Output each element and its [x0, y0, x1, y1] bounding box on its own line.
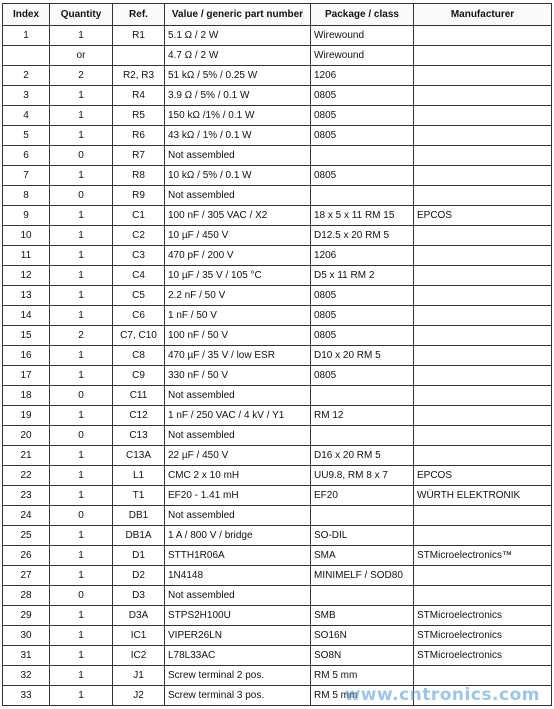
cell-package: SMB: [311, 606, 414, 626]
cell-manufacturer: EPCOS: [414, 206, 552, 226]
cell-quantity: 0: [50, 426, 113, 446]
cell-ref: DB1: [113, 506, 165, 526]
cell-manufacturer: [414, 446, 552, 466]
cell-package: [311, 146, 414, 166]
table-row: [3, 206, 552, 226]
cell-value: 1 nF / 50 V: [165, 306, 311, 326]
cell-package: D5 x 11 RM 2: [311, 266, 414, 286]
cell-ref: [113, 46, 165, 66]
cell-ref: DB1A: [113, 526, 165, 546]
table-row: [3, 626, 552, 646]
table-row: [3, 586, 552, 606]
cell-index: 4: [3, 106, 50, 126]
cell-value: 10 µF / 35 V / 105 °C: [165, 266, 311, 286]
table-row: [3, 146, 552, 166]
cell-index: 10: [3, 226, 50, 246]
cell-index: 8: [3, 186, 50, 206]
cell-index: 24: [3, 506, 50, 526]
cell-value: Not assembled: [165, 506, 311, 526]
cell-index: 17: [3, 366, 50, 386]
cell-manufacturer: [414, 426, 552, 446]
cell-package: RM 5 mm: [311, 666, 414, 686]
table-row: [3, 306, 552, 326]
cell-quantity: 0: [50, 506, 113, 526]
cell-manufacturer: [414, 286, 552, 306]
cell-ref: J1: [113, 666, 165, 686]
cell-quantity: 1: [50, 86, 113, 106]
cell-index: 5: [3, 126, 50, 146]
cell-value: 4.7 Ω / 2 W: [165, 46, 311, 66]
header-index: Index: [3, 4, 50, 26]
header-package: Package / class: [311, 4, 414, 26]
cell-manufacturer: [414, 246, 552, 266]
cell-manufacturer: WÜRTH ELEKTRONIK: [414, 486, 552, 506]
cell-index: 28: [3, 586, 50, 606]
cell-index: 21: [3, 446, 50, 466]
cell-value: 10 kΩ / 5% / 0.1 W: [165, 166, 311, 186]
cell-manufacturer: [414, 526, 552, 546]
cell-ref: C9: [113, 366, 165, 386]
cell-index: 19: [3, 406, 50, 426]
cell-quantity: 0: [50, 386, 113, 406]
cell-package: 0805: [311, 286, 414, 306]
cell-value: STTH1R06A: [165, 546, 311, 566]
cell-manufacturer: [414, 366, 552, 386]
cell-index: 18: [3, 386, 50, 406]
cell-package: [311, 186, 414, 206]
table-row: [3, 566, 552, 586]
cell-package: 0805: [311, 306, 414, 326]
cell-value: 330 nF / 50 V: [165, 366, 311, 386]
cell-manufacturer: STMicroelectronics: [414, 606, 552, 626]
cell-package: EF20: [311, 486, 414, 506]
cell-package: Wirewound: [311, 46, 414, 66]
cell-value: Not assembled: [165, 146, 311, 166]
cell-manufacturer: [414, 306, 552, 326]
cell-manufacturer: [414, 566, 552, 586]
cell-index: 2: [3, 66, 50, 86]
cell-quantity: 1: [50, 626, 113, 646]
table-row: [3, 546, 552, 566]
cell-package: UU9.8, RM 8 x 7: [311, 466, 414, 486]
cell-package: [311, 506, 414, 526]
cell-value: STPS2H100U: [165, 606, 311, 626]
cell-ref: L1: [113, 466, 165, 486]
cell-ref: C5: [113, 286, 165, 306]
cell-ref: C13: [113, 426, 165, 446]
cell-ref: C4: [113, 266, 165, 286]
cell-quantity: 1: [50, 666, 113, 686]
cell-quantity: 1: [50, 646, 113, 666]
cell-quantity: 1: [50, 526, 113, 546]
cell-quantity: 1: [50, 126, 113, 146]
header-value: Value / generic part number: [165, 4, 311, 26]
table-row: [3, 126, 552, 146]
table-row: [3, 606, 552, 626]
table-row: [3, 346, 552, 366]
table-row: [3, 366, 552, 386]
table-row: [3, 26, 552, 46]
cell-value: Not assembled: [165, 386, 311, 406]
cell-manufacturer: EPCOS: [414, 466, 552, 486]
cell-package: 0805: [311, 126, 414, 146]
cell-package: 0805: [311, 166, 414, 186]
cell-ref: IC1: [113, 626, 165, 646]
cell-value: 470 µF / 35 V / low ESR: [165, 346, 311, 366]
table-row: [3, 386, 552, 406]
table-row: [3, 406, 552, 426]
cell-value: Screw terminal 3 pos.: [165, 686, 311, 706]
cell-quantity: 1: [50, 566, 113, 586]
cell-manufacturer: [414, 166, 552, 186]
table-row: [3, 446, 552, 466]
cell-index: 26: [3, 546, 50, 566]
cell-manufacturer: [414, 326, 552, 346]
cell-index: 11: [3, 246, 50, 266]
cell-quantity: 2: [50, 326, 113, 346]
cell-ref: R8: [113, 166, 165, 186]
cell-ref: R5: [113, 106, 165, 126]
cell-value: 100 nF / 50 V: [165, 326, 311, 346]
cell-index: 3: [3, 86, 50, 106]
cell-manufacturer: [414, 266, 552, 286]
cell-ref: C2: [113, 226, 165, 246]
table-row: [3, 666, 552, 686]
cell-package: SO8N: [311, 646, 414, 666]
cell-package: 0805: [311, 86, 414, 106]
cell-package: [311, 586, 414, 606]
table-row: [3, 486, 552, 506]
header-row: [3, 4, 552, 26]
cell-manufacturer: [414, 386, 552, 406]
table-row: [3, 106, 552, 126]
cell-ref: IC2: [113, 646, 165, 666]
table-row: [3, 646, 552, 666]
cell-package: D16 x 20 RM 5: [311, 446, 414, 466]
cell-quantity: 0: [50, 586, 113, 606]
header-ref: Ref.: [113, 4, 165, 26]
cell-value: 100 nF / 305 VAC / X2: [165, 206, 311, 226]
cell-quantity: 1: [50, 26, 113, 46]
cell-quantity: 1: [50, 366, 113, 386]
cell-quantity: 0: [50, 186, 113, 206]
table-row: [3, 246, 552, 266]
cell-manufacturer: [414, 186, 552, 206]
cell-quantity: 1: [50, 466, 113, 486]
table-row: [3, 46, 552, 66]
cell-value: Not assembled: [165, 186, 311, 206]
cell-value: 22 µF / 450 V: [165, 446, 311, 466]
cell-ref: R4: [113, 86, 165, 106]
bom-table: [2, 3, 552, 706]
cell-value: 3.9 Ω / 5% / 0.1 W: [165, 86, 311, 106]
cell-value: 470 pF / 200 V: [165, 246, 311, 266]
cell-ref: R9: [113, 186, 165, 206]
cell-quantity: 1: [50, 486, 113, 506]
cell-index: 25: [3, 526, 50, 546]
cell-index: 23: [3, 486, 50, 506]
cell-package: RM 5 mm: [311, 686, 414, 706]
cell-index: [3, 46, 50, 66]
cell-ref: C11: [113, 386, 165, 406]
table-row: [3, 186, 552, 206]
cell-manufacturer: [414, 406, 552, 426]
cell-value: 1 nF / 250 VAC / 4 kV / Y1: [165, 406, 311, 426]
table-header: [3, 4, 552, 26]
table-row: [3, 266, 552, 286]
cell-quantity: 0: [50, 146, 113, 166]
cell-manufacturer: [414, 126, 552, 146]
cell-index: 13: [3, 286, 50, 306]
cell-index: 20: [3, 426, 50, 446]
cell-quantity: 1: [50, 166, 113, 186]
table-row: [3, 86, 552, 106]
cell-value: 150 kΩ /1% / 0.1 W: [165, 106, 311, 126]
cell-index: 30: [3, 626, 50, 646]
cell-value: 2.2 nF / 50 V: [165, 286, 311, 306]
cell-index: 31: [3, 646, 50, 666]
cell-value: 5.1 Ω / 2 W: [165, 26, 311, 46]
cell-manufacturer: [414, 226, 552, 246]
cell-value: Screw terminal 2 pos.: [165, 666, 311, 686]
table-row: [3, 166, 552, 186]
cell-manufacturer: STMicroelectronics: [414, 626, 552, 646]
cell-value: 1 A / 800 V / bridge: [165, 526, 311, 546]
cell-ref: C7, C10: [113, 326, 165, 346]
cell-package: D12.5 x 20 RM 5: [311, 226, 414, 246]
cell-value: Not assembled: [165, 586, 311, 606]
cell-index: 16: [3, 346, 50, 366]
cell-package: RM 12: [311, 406, 414, 426]
cell-manufacturer: [414, 26, 552, 46]
cell-quantity: 1: [50, 446, 113, 466]
cell-quantity: 1: [50, 266, 113, 286]
cell-manufacturer: [414, 146, 552, 166]
cell-value: 43 kΩ / 1% / 0.1 W: [165, 126, 311, 146]
cell-index: 33: [3, 686, 50, 706]
cell-quantity: 2: [50, 66, 113, 86]
cell-manufacturer: [414, 106, 552, 126]
cell-index: 15: [3, 326, 50, 346]
cell-ref: R6: [113, 126, 165, 146]
cell-value: VIPER26LN: [165, 626, 311, 646]
table-row: [3, 66, 552, 86]
cell-package: SO16N: [311, 626, 414, 646]
table-row: [3, 226, 552, 246]
cell-quantity: or: [50, 46, 113, 66]
cell-ref: D1: [113, 546, 165, 566]
cell-package: [311, 386, 414, 406]
cell-index: 6: [3, 146, 50, 166]
header-manufacturer: Manufacturer: [414, 4, 552, 26]
cell-index: 9: [3, 206, 50, 226]
cell-ref: R1: [113, 26, 165, 46]
cell-value: 1N4148: [165, 566, 311, 586]
cell-quantity: 1: [50, 246, 113, 266]
cell-ref: C1: [113, 206, 165, 226]
cell-manufacturer: [414, 66, 552, 86]
cell-quantity: 1: [50, 686, 113, 706]
cell-quantity: 1: [50, 226, 113, 246]
cell-index: 29: [3, 606, 50, 626]
table-body: [3, 26, 552, 706]
cell-index: 14: [3, 306, 50, 326]
cell-package: 0805: [311, 326, 414, 346]
cell-manufacturer: STMicroelectronics™: [414, 546, 552, 566]
header-quantity: Quantity: [50, 4, 113, 26]
cell-value: L78L33AC: [165, 646, 311, 666]
table-row: [3, 426, 552, 446]
table-row: [3, 326, 552, 346]
cell-manufacturer: [414, 86, 552, 106]
cell-index: 7: [3, 166, 50, 186]
cell-quantity: 1: [50, 346, 113, 366]
cell-ref: R7: [113, 146, 165, 166]
watermark: www.cntronics.com: [344, 685, 540, 705]
cell-value: EF20 - 1.41 mH: [165, 486, 311, 506]
cell-index: 1: [3, 26, 50, 46]
cell-package: SO-DIL: [311, 526, 414, 546]
cell-index: 22: [3, 466, 50, 486]
cell-manufacturer: [414, 506, 552, 526]
cell-value: 51 kΩ / 5% / 0.25 W: [165, 66, 311, 86]
table-row: [3, 466, 552, 486]
cell-ref: D3: [113, 586, 165, 606]
table-row: [3, 286, 552, 306]
cell-quantity: 1: [50, 606, 113, 626]
cell-value: Not assembled: [165, 426, 311, 446]
cell-package: SMA: [311, 546, 414, 566]
cell-index: 32: [3, 666, 50, 686]
cell-package: 1206: [311, 66, 414, 86]
cell-index: 27: [3, 566, 50, 586]
cell-manufacturer: [414, 46, 552, 66]
cell-value: 10 µF / 450 V: [165, 226, 311, 246]
cell-manufacturer: [414, 666, 552, 686]
cell-ref: C12: [113, 406, 165, 426]
cell-quantity: 1: [50, 206, 113, 226]
cell-quantity: 1: [50, 546, 113, 566]
cell-package: [311, 426, 414, 446]
table-row: [3, 506, 552, 526]
cell-ref: J2: [113, 686, 165, 706]
cell-package: 0805: [311, 366, 414, 386]
cell-ref: R2, R3: [113, 66, 165, 86]
cell-package: 0805: [311, 106, 414, 126]
cell-quantity: 1: [50, 286, 113, 306]
cell-quantity: 1: [50, 306, 113, 326]
cell-manufacturer: [414, 346, 552, 366]
cell-value: CMC 2 x 10 mH: [165, 466, 311, 486]
cell-manufacturer: STMicroelectronics: [414, 646, 552, 666]
cell-ref: C8: [113, 346, 165, 366]
table-row: [3, 526, 552, 546]
cell-ref: C3: [113, 246, 165, 266]
cell-package: 1206: [311, 246, 414, 266]
cell-quantity: 1: [50, 406, 113, 426]
cell-package: D10 x 20 RM 5: [311, 346, 414, 366]
cell-ref: C6: [113, 306, 165, 326]
cell-ref: D2: [113, 566, 165, 586]
cell-package: Wirewound: [311, 26, 414, 46]
cell-package: 18 x 5 x 11 RM 15: [311, 206, 414, 226]
cell-ref: D3A: [113, 606, 165, 626]
cell-ref: T1: [113, 486, 165, 506]
cell-package: MINIMELF / SOD80: [311, 566, 414, 586]
cell-index: 12: [3, 266, 50, 286]
cell-quantity: 1: [50, 106, 113, 126]
cell-ref: C13A: [113, 446, 165, 466]
cell-manufacturer: [414, 586, 552, 606]
